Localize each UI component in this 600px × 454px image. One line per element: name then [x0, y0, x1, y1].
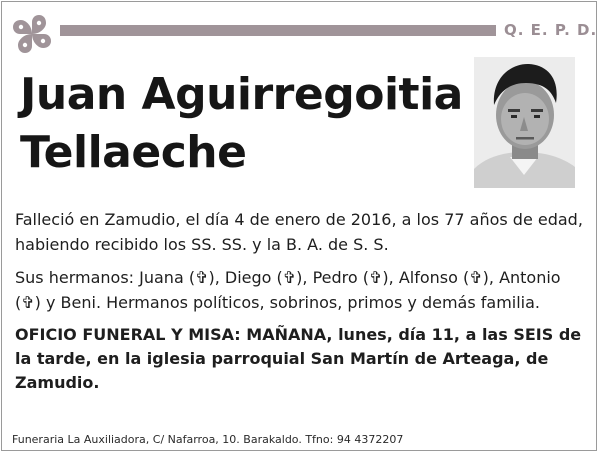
header-bar	[60, 25, 496, 36]
funeral-home-info: Funeraria La Auxiliadora, C/ Nafarroa, 10. Barakaldo. Tfno: 94 4372207	[12, 433, 404, 446]
lauburu-icon	[10, 12, 54, 56]
deceased-name	[20, 66, 470, 182]
name-line-1: Juan Aguirregoitia	[20, 69, 463, 120]
obituary-body	[15, 207, 585, 395]
portrait-photo	[474, 57, 575, 188]
portrait-illustration	[474, 57, 575, 188]
qepd-label: Q. E. P. D.	[504, 21, 598, 39]
funeral-service: OFICIO FUNERAL Y MISA: MAÑANA, lunes, día 11, a las SEIS de la tarde, en la iglesia parroquial San Martín de Arteaga, de Zamudio.	[15, 325, 582, 392]
family-list: Sus hermanos: Juana (✞), Diego (✞), Pedro (✞), Alfonso (✞), Antonio (✞) y Beni. Hermanos políticos, sobrinos, primos y demás familia.	[15, 268, 561, 312]
death-notice: Falleció en Zamudio, el día 4 de enero de 2016, a los 77 años de edad, habiendo recibido los SS. SS. y la B. A. de S. S.	[15, 210, 583, 254]
name-line-2: Tellaeche	[20, 127, 247, 178]
